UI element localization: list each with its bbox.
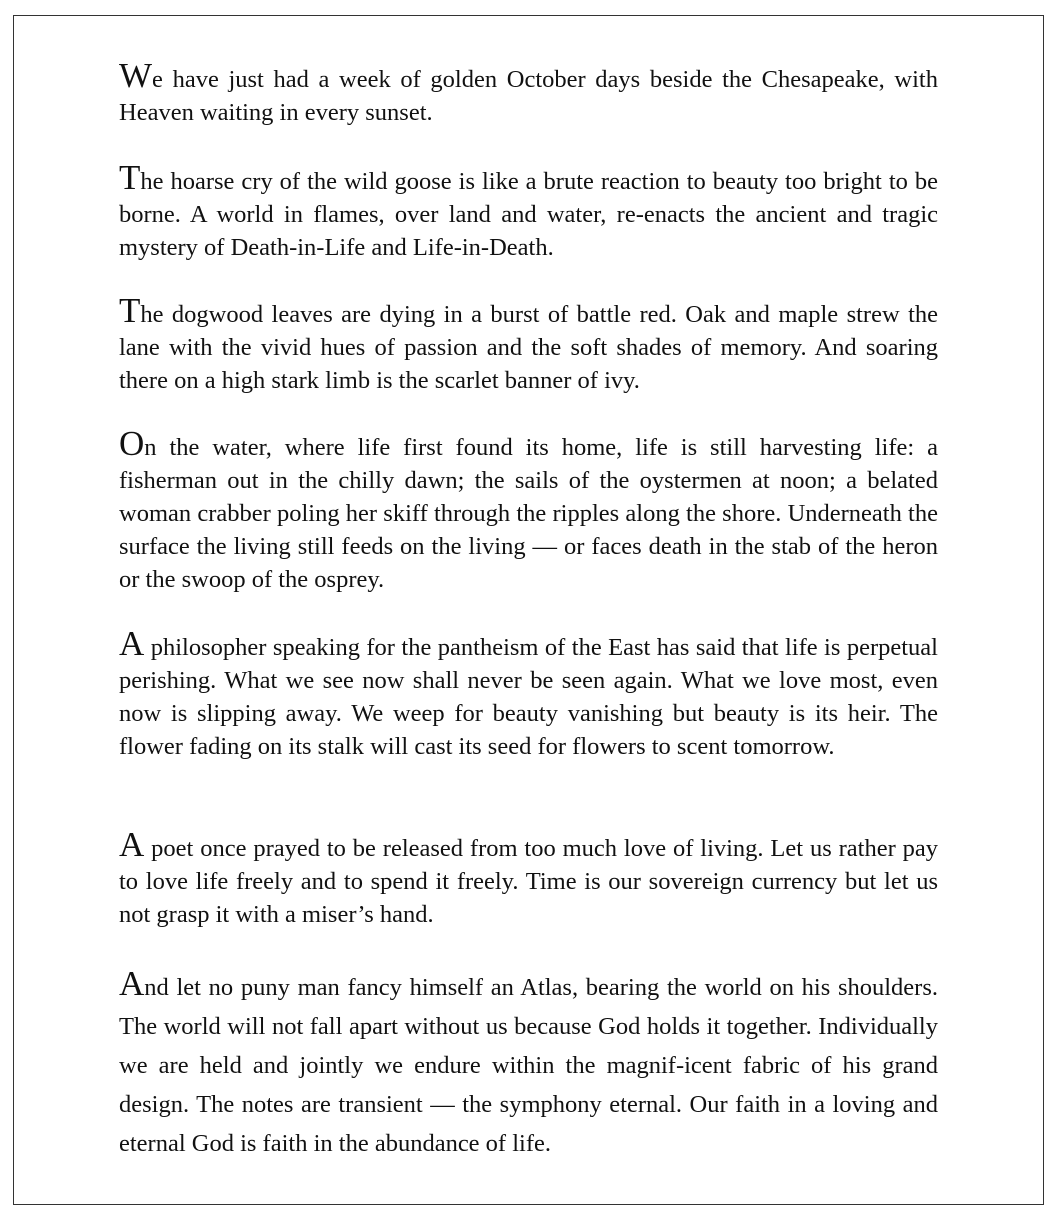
paragraph-text: he dogwood leaves are dying in a burst of battle red. Oak and maple strew the lane with the vivid hues of passion and the soft shades of memory. And soaring there on a high stark limb is the scarlet banner of ivy. — [119, 301, 938, 394]
drop-cap: T — [119, 291, 141, 330]
paragraph-6 — [119, 825, 938, 931]
drop-cap: O — [119, 424, 145, 463]
paragraph-5 — [119, 624, 938, 763]
drop-cap: A — [119, 624, 145, 663]
paragraph-1 — [119, 56, 938, 129]
paragraph-4 — [119, 424, 938, 596]
paragraph-7 — [119, 964, 938, 1163]
paragraph-text: philosopher speaking for the pantheism of the East has said that life is perpetual perishing. What we see now shall never be seen again. What we love most, even now is slipping away. We weep for beauty vanishing but beauty is its heir. The flower fading on its stalk will cast its seed for flowers to scent tomorrow. — [119, 634, 938, 760]
paragraph-text: nd let no puny man fancy himself an Atlas, bearing the world on his shoulders. The world will not fall apart without us because God holds it together. Individually we are held and jointly we endure within the magnif-icent fabric of his grand design. The notes are transient — the symphony eternal. Our faith in a loving and eternal God is faith in the abundance of life. — [119, 974, 938, 1157]
paragraph-text: e have just had a week of golden October days beside the Chesapeake, with Heaven waiting in every sunset. — [119, 66, 938, 126]
paragraph-3 — [119, 291, 938, 397]
paragraph-text: he hoarse cry of the wild goose is like a brute reaction to beauty too bright to be borne. A world in flames, over land and water, re-enacts the ancient and tragic mystery of Death-in-Life and Life-in-Death. — [119, 168, 938, 261]
paragraph-text: poet once prayed to be released from too much love of living. Let us rather pay to love life freely and to spend it freely. Time is our sovereign currency but let us not grasp it with a miser’s hand. — [119, 835, 938, 928]
paragraph-text: n the water, where life first found its home, life is still harvesting life: a fisherman out in the chilly dawn; the sails of the oystermen at noon; a belated woman crabber poling her skiff through the ripples along the shore. Underneath the surface the living still feeds on the living — or faces death in the stab of the heron or the swoop of the osprey. — [119, 434, 938, 593]
paragraph-2 — [119, 158, 938, 264]
drop-cap: A — [119, 964, 145, 1003]
drop-cap: A — [119, 825, 145, 864]
drop-cap: T — [119, 158, 141, 197]
drop-cap: W — [119, 56, 153, 95]
